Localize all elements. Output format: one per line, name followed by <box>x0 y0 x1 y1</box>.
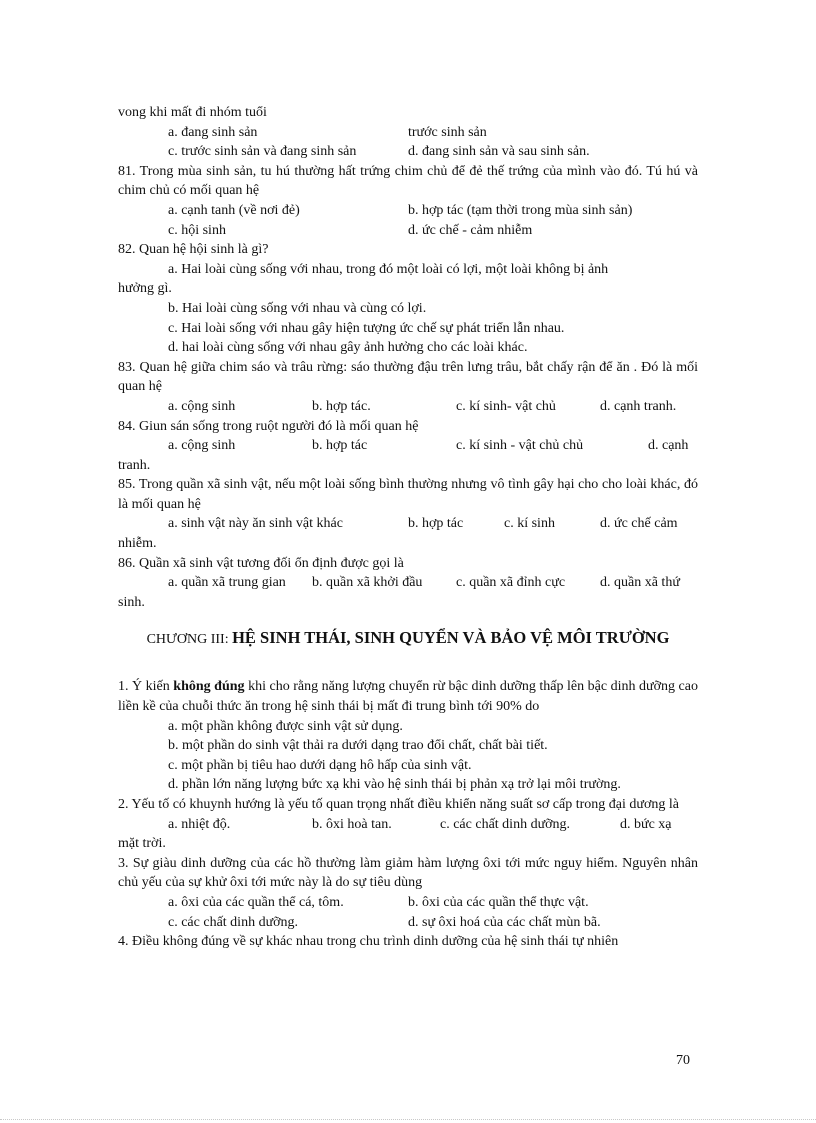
page-content <box>118 103 698 952</box>
answer-option: a. quần xã trung gian <box>168 575 286 591</box>
question-81: 81. Trong mùa sinh sản, tu hú thường hất trứng chim chủ để đẻ thế trứng của mình vào đó. Tú hú và chim chủ có mối quan hệ <box>118 163 698 199</box>
question-86: 86. Quần xã sinh vật tương đối ổn định được gọi là <box>118 555 404 571</box>
answer-option: c. các chất dinh dưỡng. <box>168 914 299 930</box>
chapter-question-2: 2. Yếu tố có khuynh hướng là yếu tố quan trọng nhất điều khiển năng suất sơ cấp trong đại dương là <box>118 797 679 812</box>
answer-option: c. hội sinh <box>168 222 226 238</box>
question-text: 1. Ý kiến <box>118 679 174 695</box>
chapter-question-3: 3. Sự giàu dinh dưỡng của các hồ thường làm giảm hàm lượng ôxi tới mức nguy hiểm. Nguyên nhân chủ yếu của sự khử ôxi tới mức này là do sự tiêu dùng <box>118 855 698 891</box>
chapter-question-1 <box>118 677 698 716</box>
answer-option: d. đang sinh sản và sau sinh sản. <box>408 144 590 160</box>
answer-row <box>118 142 698 162</box>
answer-row <box>118 221 698 241</box>
answer-option: c. trước sinh sản và đang sinh sản <box>168 144 357 160</box>
answer-option: a. sinh vật này ăn sinh vật khác <box>168 516 343 532</box>
answer-option: a. đang sinh sản <box>168 124 258 140</box>
answer-option: c. kí sinh- vật chủ <box>456 398 556 414</box>
answer-row <box>118 913 698 933</box>
answer-option: c. Hai loài sống với nhau gây hiện tượng ức chế sự phát triển lẫn nhau. <box>168 320 565 336</box>
answer-row <box>118 893 698 913</box>
answer-option: a. cộng sinh <box>168 438 236 454</box>
answer-option: c. một phần bị tiêu hao dưới dạng hô hấp của sinh vật. <box>168 757 472 773</box>
answer-option: a. cạnh tanh (về nơi đẻ) <box>168 202 300 218</box>
answer-option: c. quần xã đỉnh cực <box>456 575 566 591</box>
question-84: 84. Giun sán sống trong ruột người đó là mối quan hệ <box>118 418 419 434</box>
answer-option: d. cạnh <box>648 438 689 454</box>
answer-row <box>118 201 698 221</box>
answer-row <box>118 815 698 835</box>
answer-option: b. hợp tác <box>408 516 464 532</box>
answer-option: d. cạnh tranh. <box>600 398 677 414</box>
chapter-title: HỆ SINH THÁI, SINH QUYỂN VÀ BẢO VỆ MÔI TRƯỜNG <box>232 628 670 648</box>
chapter-number: CHƯƠNG III: <box>146 632 233 648</box>
answer-option: b. ôxi của các quần thể thực vật. <box>408 894 589 910</box>
answer-option: d. sự ôxi hoá của các chất mùn bã. <box>408 914 601 930</box>
answer-option: b. hợp tác. <box>312 398 371 414</box>
answer-row <box>118 573 698 593</box>
question-85: 85. Trong quần xã sinh vật, nếu một loài sống bình thường nhưng vô tình gây hại cho cho loài khác, đó là mối quan hệ <box>118 477 698 512</box>
answer-option: b. Hai loài cùng sống với nhau và cùng có lợi. <box>168 300 427 316</box>
answer-option: d. quần xã thứ <box>600 575 680 591</box>
answer-option-continuation: nhiễm. <box>118 536 157 552</box>
answer-row <box>118 514 698 534</box>
question-83: 83. Quan hệ giữa chim sáo và trâu rừng: sáo thường đậu trên lưng trâu, bắt chấy rận để ăn . Đó là mối quan hệ <box>118 359 698 395</box>
answer-option: a. một phần không được sinh vật sử dụng. <box>168 718 403 734</box>
answer-option-continuation: mặt trời. <box>118 836 166 852</box>
continuation-line: vong khi mất đi nhóm tuổi <box>118 105 267 120</box>
answer-option: a. Hai loài cùng sống với nhau, trong đó một loài có lợi, một loài không bị ảnh <box>168 261 609 277</box>
answer-row <box>118 436 698 456</box>
answer-option-continuation: hưởng gì. <box>118 281 172 297</box>
question-text: khi cho rằng năng lượng chuyển rừ bậc dinh dưỡng thấp lên bậc dinh dưỡng cao liền kề của chuỗi thức ăn trong hệ sinh thái bị mất đi trung bình tới 90% do <box>118 679 698 715</box>
answer-option: d. phần lớn năng lượng bức xạ khi vào hệ sinh thái bị phản xạ trở lại môi trường. <box>168 777 621 793</box>
answer-option: b. một phần do sinh vật thải ra dưới dạng trao đổi chất, chất bài tiết. <box>168 738 548 754</box>
answer-option: d. bức xạ <box>620 816 672 832</box>
answer-option: b. quần xã khởi đầu <box>312 575 423 591</box>
answer-row <box>118 397 698 417</box>
answer-option: c. kí sinh <box>504 516 555 532</box>
chapter-question-4: 4. Điều không đúng về sự khác nhau trong chu trình dinh dưỡng của hệ sinh thái tự nhiên <box>118 934 619 950</box>
answer-option: a. nhiệt độ. <box>168 816 231 832</box>
answer-option-continuation: sinh. <box>118 594 145 610</box>
question-emphasis: không đúng <box>173 679 245 695</box>
answer-option: c. các chất dinh dưỡng. <box>440 816 571 832</box>
answer-row <box>118 123 698 143</box>
page-number: 70 <box>676 1053 690 1068</box>
answer-option: a. cộng sinh <box>168 398 236 414</box>
question-82: 82. Quan hệ hội sinh là gì? <box>118 242 269 258</box>
chapter-heading <box>138 626 678 651</box>
answer-option: b. ôxi hoà tan. <box>312 816 392 832</box>
answer-option: trước sinh sản <box>408 124 487 140</box>
footer-divider <box>0 1119 816 1121</box>
answer-option-continuation: tranh. <box>118 457 151 473</box>
answer-option: a. ôxi của các quần thể cá, tôm. <box>168 894 344 910</box>
answer-option: b. hợp tác <box>312 438 368 454</box>
answer-option: b. hợp tác (tạm thời trong mùa sinh sản) <box>408 202 633 218</box>
answer-option: d. hai loài cùng sống với nhau gây ảnh hưởng cho các loài khác. <box>168 340 528 356</box>
answer-option: d. ức chế - cảm nhiễm <box>408 222 533 238</box>
answer-option: c. kí sinh - vật chủ chủ <box>456 438 584 454</box>
answer-option: d. ức chế cảm <box>600 516 678 532</box>
